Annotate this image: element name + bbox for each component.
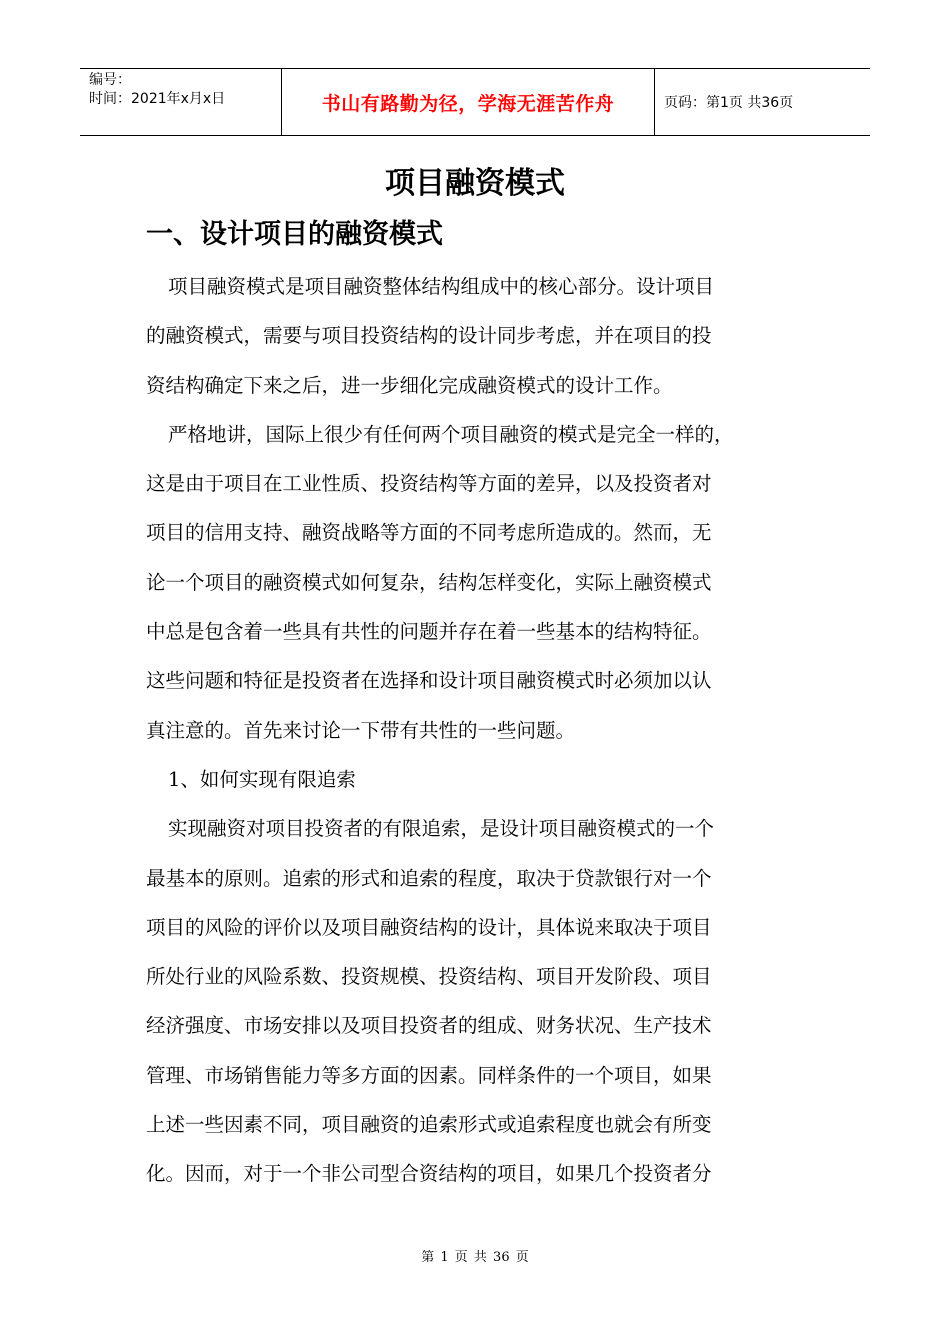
text-line: 项目的风险的评价以及项目融资结构的设计，具体说来取决于项目 — [146, 915, 712, 939]
text-line: 所处行业的风险系数、投资规模、投资结构、项目开发阶段、项目 — [146, 965, 712, 989]
section-heading: 一、设计项目的融资模式 — [146, 219, 443, 250]
text-line: 上述一些因素不同，项目融资的追索形式或追索程度也就会有所变 — [146, 1113, 712, 1137]
text-line: 经济强度、市场安排以及项目投资者的组成、财务状况、生产技术 — [146, 1014, 712, 1038]
page-footer: 第 1 页 共 36 页 — [421, 1250, 529, 1265]
subheading-line: 1、如何实现有限追索 — [168, 767, 356, 791]
text-line: 最基本的原则。追索的形式和追索的程度，取决于贷款银行对一个 — [146, 866, 712, 890]
document-title: 项目融资模式 — [385, 166, 565, 201]
serial-number-label: 编号： — [89, 72, 131, 88]
text-line: 中总是包含着一些具有共性的问题并存在着一些基本的结构特征。 — [146, 620, 712, 644]
header-motto-cell — [282, 69, 655, 135]
text-line: 项目的信用支持、融资战略等方面的不同考虑所造成的。然而，无 — [146, 521, 712, 545]
text-line: 论一个项目的融资模式如何复杂，结构怎样变化，实际上融资模式 — [146, 570, 712, 594]
text-line: 化。因而，对于一个非公司型合资结构的项目，如果几个投资者分 — [146, 1162, 712, 1186]
text-line: 这是由于项目在工业性质、投资结构等方面的差异，以及投资者对 — [146, 472, 712, 496]
text-line: 管理、市场销售能力等多方面的因素。同样条件的一个项目，如果 — [146, 1063, 712, 1087]
text-line: 严格地讲，国际上很少有任何两个项目融资的模式是完全一样的， — [168, 422, 734, 446]
text-line: 的融资模式，需要与项目投资结构的设计同步考虑，并在项目的投 — [146, 324, 712, 348]
text-line: 真注意的。首先来讨论一下带有共性的一些问题。 — [146, 718, 576, 742]
body-text — [146, 262, 806, 1199]
text-line: 这些问题和特征是投资者在选择和设计项目融资模式时必须加以认 — [146, 669, 712, 693]
motto-text: 书山有路勤为径，学海无涯苦作舟 — [321, 92, 615, 115]
text-line: 项目融资模式是项目融资整体结构组成中的核心部分。设计项目 — [168, 275, 715, 298]
text-line: 实现融资对项目投资者的有限追索，是设计项目融资模式的一个 — [168, 817, 715, 841]
date-line: 时间：2021年x月x日 — [89, 91, 226, 107]
header-page-cell — [655, 69, 870, 135]
page-info: 页码：第1页 共36页 — [664, 95, 794, 111]
header-table — [80, 68, 870, 136]
text-line: 资结构确定下来之后，进一步细化完成融资模式的设计工作。 — [146, 373, 673, 397]
header-meta-cell — [80, 69, 282, 135]
